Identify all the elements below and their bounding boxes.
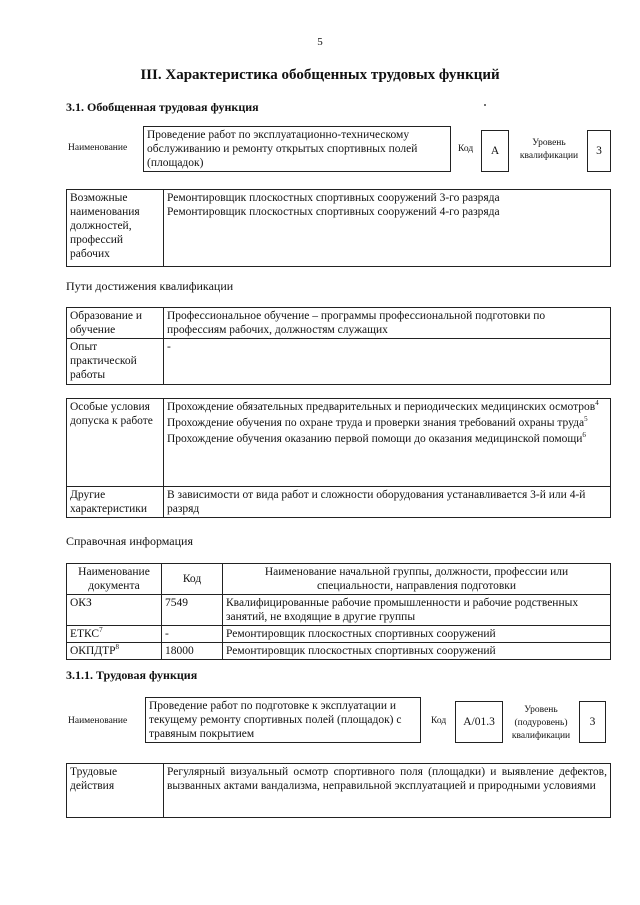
ref-header-code: Код [162, 564, 223, 595]
gtf-name-box: Проведение работ по эксплуатационно-техническому обслуживанию и ремонту открытых спортивных полей (площадок) [143, 126, 451, 172]
admission-table [66, 398, 611, 518]
footnote-ref: 6 [582, 431, 586, 440]
tf-code-value: А/01.3 [455, 701, 503, 743]
other-value: В зависимости от вида работ и сложности оборудования устанавливается 3-й или 4-й разряд [164, 487, 611, 518]
education-value: Профессиональное обучение – программы профессиональной подготовки по профессиям рабочих, должностям служащих [164, 308, 611, 339]
gtf-code-value: А [481, 130, 509, 172]
positions-list [164, 190, 611, 267]
footnote-ref: 8 [115, 643, 120, 652]
gtf-heading: 3.1. Обобщенная трудовая функция [66, 100, 259, 114]
tf-name-label: Наименование [68, 716, 128, 726]
ref-doc: ОКПДТР$^8$ [67, 643, 162, 660]
admission-item: Прохождение обучения оказанию первой помощи до оказания медицинской помощи$^6$ [167, 431, 586, 445]
ref-code: 18000 [162, 643, 223, 660]
gtf-level-value: 3 [587, 130, 611, 172]
ref-code: 7549 [162, 595, 223, 626]
education-label: Образование и обучение [67, 308, 164, 339]
gtf-code-label: Код [458, 144, 474, 154]
tf-heading: 3.1.1. Трудовая функция [66, 668, 198, 682]
gtf-level-label: Уровень квалификации [519, 138, 579, 161]
ref-code: - [162, 626, 223, 643]
tf-level-value: 3 [579, 701, 606, 743]
scan-speck [484, 104, 486, 106]
experience-value: - [164, 339, 611, 385]
labor-actions-value: Регулярный визуальный осмотр спортивного поля (площадки) и выявление дефектов, вызванных актами вандализма, неправильной эксплуатацией и природными условиями [164, 764, 611, 818]
tf-name-box: Проведение работ по подготовке к эксплуатации и текущему ремонту спортивных полей (площадок) с травяным покрытием [145, 697, 421, 743]
position-item: Ремонтировщик плоскостных спортивных сооружений 3-го разряда [167, 192, 500, 204]
footnote-ref: 4 [595, 399, 599, 408]
positions-table [66, 189, 611, 267]
tf-level-label: Уровень (подуровень) квалификации [511, 705, 571, 741]
positions-label: Возможные наименования должностей, профессий рабочих [67, 190, 164, 267]
labor-actions-label: Трудовые действия [67, 764, 164, 818]
ref-name: Квалифицированные рабочие промышленности и рабочие родственных занятий, не входящие в другие группы [223, 595, 611, 626]
ref-header-name: Наименование начальной группы, должности, профессии или специальности, направления подготовки [223, 564, 611, 595]
admission-item: Прохождение обучения по охране труда и проверки знания требований охраны труда$^5$ [167, 415, 588, 429]
admission-label: Особые условия допуска к работе [67, 399, 164, 487]
ref-name: Ремонтировщик плоскостных спортивных сооружений [223, 626, 611, 643]
table-row [67, 643, 611, 660]
experience-label: Опыт практической работы [67, 339, 164, 385]
ref-name: Ремонтировщик плоскостных спортивных сооружений [223, 643, 611, 660]
page-number: 5 [317, 36, 323, 48]
section-title: III. Характеристика обобщенных трудовых функций [140, 67, 500, 83]
ref-doc: ОКЗ [67, 595, 162, 626]
footnote-ref: 5 [584, 415, 588, 424]
admission-list [164, 399, 611, 487]
ref-header-doc: Наименование документа [67, 564, 162, 595]
gtf-name-label: Наименование [68, 143, 128, 153]
ref-doc: ЕТКС$^7$ [67, 626, 162, 643]
labor-actions-table [66, 763, 611, 818]
reference-table [66, 563, 611, 660]
table-row [67, 595, 611, 626]
paths-title: Пути достижения квалификации [66, 279, 234, 293]
reference-title: Справочная информация [66, 534, 193, 548]
position-item: Ремонтировщик плоскостных спортивных сооружений 4-го разряда [167, 206, 500, 218]
tf-code-label: Код [431, 716, 447, 726]
paths-table [66, 307, 611, 385]
footnote-ref: 7 [99, 626, 103, 635]
admission-item: Прохождение обязательных предварительных и периодических медицинских осмотров$^4$ [167, 399, 599, 413]
table-row [67, 626, 611, 643]
other-label: Другие характеристики [67, 487, 164, 518]
